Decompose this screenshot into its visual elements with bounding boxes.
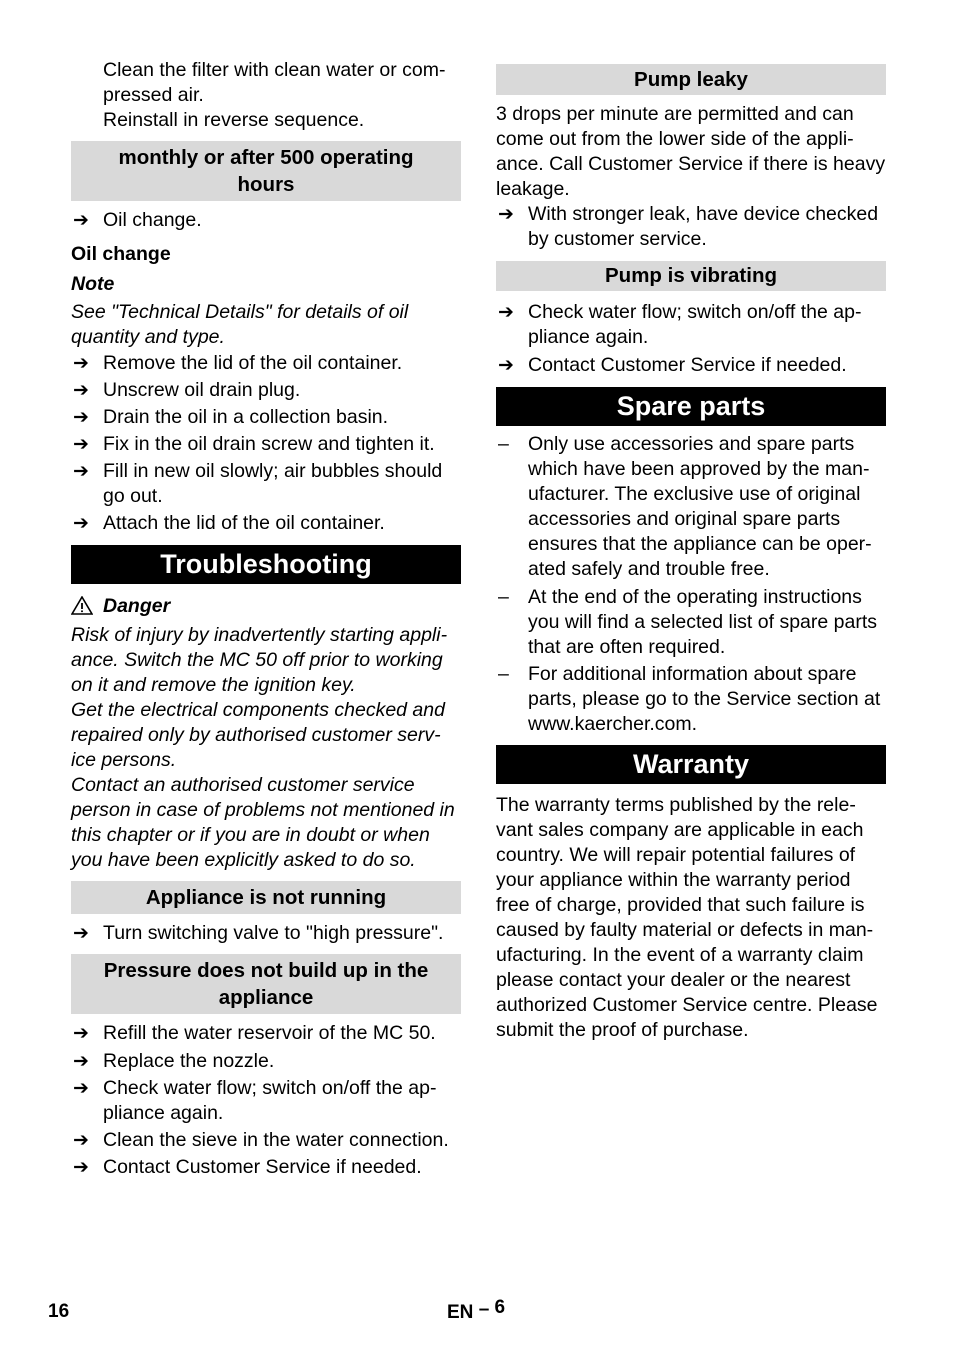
arrow-right-icon: ➔ <box>73 461 89 482</box>
pressure-step <box>71 1155 461 1180</box>
section-pump-leaky-title: Pump leaky <box>634 68 748 91</box>
step-text: Fix in the oil drain screw and tighten it. <box>103 433 435 455</box>
left-column <box>71 58 461 1180</box>
arrow-right-icon: ➔ <box>73 434 89 455</box>
danger-label-row <box>71 594 461 619</box>
warranty-heading <box>496 745 886 784</box>
arrow-right-icon: ➔ <box>73 380 89 401</box>
warranty-title: Warranty <box>632 749 750 779</box>
arrow-right-icon: ➔ <box>498 204 514 225</box>
step-text: Contact Customer Service if needed. <box>103 1156 422 1178</box>
pump-leaky-step <box>496 202 886 252</box>
page-number: 16 <box>48 1301 70 1322</box>
arrow-right-icon: ➔ <box>73 1078 89 1099</box>
section-vibrating-title: Pump is vibrating <box>605 264 777 287</box>
arrow-right-icon: ➔ <box>73 923 89 944</box>
dash-bullet: – <box>498 586 509 608</box>
arrow-right-icon: ➔ <box>498 302 514 323</box>
section-pressure-header <box>71 954 461 1014</box>
footer-section-label <box>447 1297 505 1322</box>
section-vibrating-header <box>496 261 886 291</box>
vibrating-step <box>496 300 886 350</box>
arrow-right-icon: ➔ <box>73 1023 89 1044</box>
right-column <box>496 64 886 1043</box>
dash-bullet: – <box>498 433 509 455</box>
spare-item <box>496 432 886 582</box>
footer-lang: EN <box>447 1302 474 1323</box>
intro-line: Reinstall in reverse sequence. <box>103 109 365 131</box>
step-text: Oil change. <box>103 209 202 231</box>
troubleshooting-heading <box>71 545 461 584</box>
pressure-step <box>71 1076 461 1126</box>
footer-separator: – <box>478 1299 490 1320</box>
vibrating-steps-list <box>496 300 886 378</box>
oil-step <box>71 459 461 509</box>
arrow-right-icon: ➔ <box>73 1157 89 1178</box>
pressure-step <box>71 1021 461 1046</box>
step-text: Replace the nozzle. <box>103 1050 275 1072</box>
danger-paragraph: Risk of injury by inadvertently starting appli-ance. Switch the MC 50 off prior to working on it and remove the ignition key. <box>71 624 448 696</box>
monthly-step <box>71 208 461 233</box>
step-text: Drain the oil in a collection basin. <box>103 406 389 428</box>
oil-step <box>71 378 461 403</box>
step-text: Fill in new oil slowly; air bubbles should go out. <box>103 460 443 507</box>
step-text: Turn switching valve to "high pressure". <box>103 922 444 944</box>
danger-label: Danger <box>103 595 171 617</box>
arrow-right-icon: ➔ <box>498 355 514 376</box>
section-monthly-header <box>71 141 461 201</box>
pressure-step <box>71 1049 461 1074</box>
arrow-right-icon: ➔ <box>73 407 89 428</box>
footer-section-number: 6 <box>494 1297 506 1318</box>
dash-bullet: – <box>498 663 509 685</box>
arrow-right-icon: ➔ <box>73 1130 89 1151</box>
oil-change-title: Oil change <box>71 243 171 265</box>
danger-paragraph: Contact an authorised customer service person in case of problems not mentioned in this chapter or if you are in doubt or when you have been explicitly asked to do so. <box>71 774 455 871</box>
item-text: At the end of the operating instructions you will find a selected list of spare parts that are often required. <box>528 586 878 658</box>
section-monthly-title: monthly or after 500 operating hours <box>118 146 414 196</box>
pressure-steps-list <box>71 1021 461 1180</box>
oil-step <box>71 351 461 376</box>
step-text: With stronger leak, have device checked by customer service. <box>528 203 879 250</box>
section-not-running-title: Appliance is not running <box>145 886 387 909</box>
spare-parts-title: Spare parts <box>616 391 766 421</box>
section-not-running-header <box>71 881 461 914</box>
spare-item <box>496 662 886 737</box>
step-text: Check water flow; switch on/off the ap-pliance again. <box>103 1077 437 1124</box>
note-text: See "Technical Details" for details of oil quantity and type. <box>71 301 409 348</box>
step-text: Clean the sieve in the water connection. <box>103 1129 449 1151</box>
oil-step <box>71 511 461 536</box>
oil-step <box>71 405 461 430</box>
item-text: Only use accessories and spare parts which have been approved by the man-ufacturer. The exclusive use of original accessories and original spare parts ensures that the appliance can be oper-ated safely and trouble free. <box>528 433 872 580</box>
pressure-step <box>71 1128 461 1153</box>
oil-step <box>71 432 461 457</box>
pump-leaky-text: 3 drops per minute are permitted and can come out from the lower side of the appli-ance. Call Customer Service if there is heavy leakage. <box>496 103 886 200</box>
not-running-step <box>71 921 461 946</box>
section-pressure-title: Pressure does not build up in the appliance <box>103 959 429 1009</box>
danger-paragraph: Get the electrical components checked and repaired only by authorised customer serv-ice persons. <box>71 699 445 771</box>
note-label: Note <box>71 273 115 295</box>
section-pump-leaky-header <box>496 64 886 95</box>
item-text: For additional information about spare parts, please go to the Service section at www.kaercher.com. <box>528 663 881 735</box>
arrow-right-icon: ➔ <box>73 353 89 374</box>
arrow-right-icon: ➔ <box>73 210 89 231</box>
step-text: Remove the lid of the oil container. <box>103 352 403 374</box>
spare-parts-heading <box>496 387 886 426</box>
warranty-text: The warranty terms published by the rele-vant sales company are applicable in each country. We will repair potential failures of your appliance within the warranty period free of charge, provided that such failure is caused by faulty material or defects in man-ufacturing. In the event of a warranty claim please contact your dealer or the nearest authorized Customer Service centre. Please submit the proof of purchase. <box>496 794 878 1041</box>
step-text: Attach the lid of the oil container. <box>103 512 385 534</box>
warning-triangle-icon <box>71 596 93 615</box>
spare-item <box>496 585 886 660</box>
step-text: Unscrew oil drain plug. <box>103 379 301 401</box>
spare-parts-list <box>496 432 886 737</box>
step-text: Refill the water reservoir of the MC 50. <box>103 1022 436 1044</box>
step-text: Contact Customer Service if needed. <box>528 354 847 376</box>
arrow-right-icon: ➔ <box>73 1051 89 1072</box>
oil-steps-list <box>71 351 461 536</box>
troubleshooting-title: Troubleshooting <box>160 549 372 579</box>
step-text: Check water flow; switch on/off the ap-pliance again. <box>528 301 862 348</box>
intro-line: Clean the filter with clean water or com- pressed air. <box>103 59 446 106</box>
vibrating-step <box>496 353 886 378</box>
arrow-right-icon: ➔ <box>73 513 89 534</box>
